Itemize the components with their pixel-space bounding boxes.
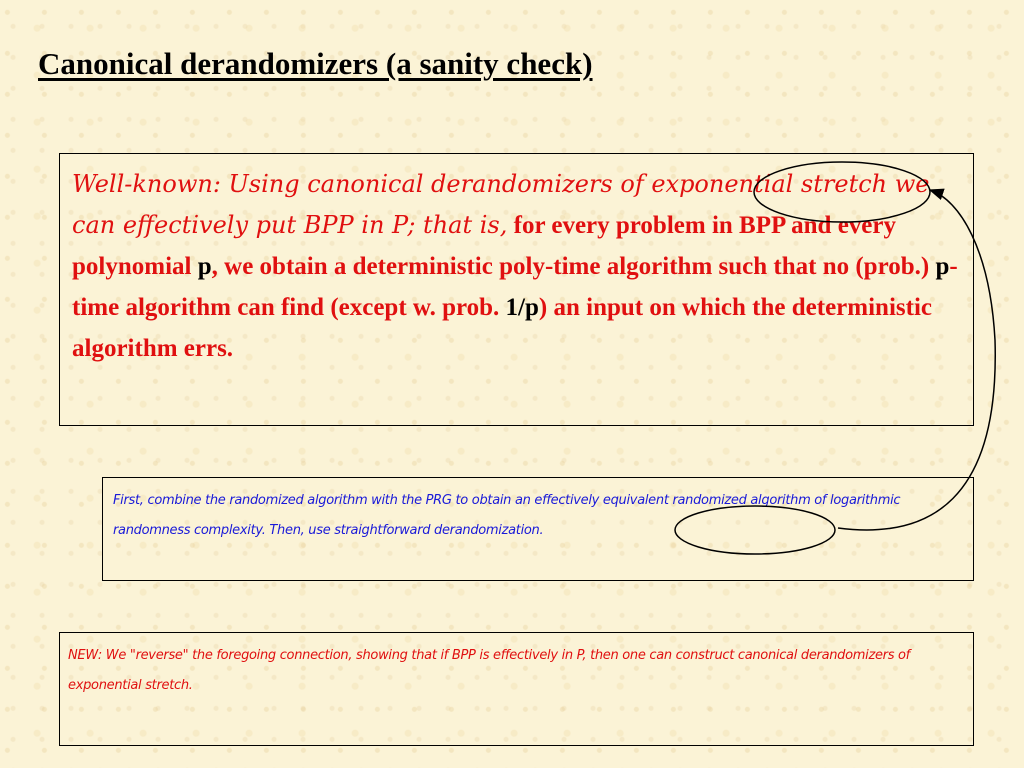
slide-title: Canonical derandomizers (a sanity check) <box>38 46 593 81</box>
prg-explanation-text: First, combine the randomized algorithm with the PRG to obtain an effectively equivalent randomized algorithm of logarithmic randomness complexity. Then, use straightforward derandomization. <box>113 493 901 538</box>
polynomial-p: p <box>197 253 212 280</box>
new-result-box <box>59 632 974 746</box>
prg-explanation-box <box>102 477 974 581</box>
well-known-text-2: , we obtain a deterministic poly-time algorithm such that no (prob.) <box>211 253 936 280</box>
well-known-text-1: for every problem in BPP and every polynomial <box>72 212 896 280</box>
probability-value: 1/p <box>505 294 539 321</box>
well-known-text-3: -time algorithm can find (except w. prob. <box>72 253 958 321</box>
p-time-p: p <box>935 253 950 280</box>
well-known-paragraph <box>72 164 961 369</box>
well-known-italic-text: Well-known: Using canonical derandomizers of exponential stretch we can effectively put BPP in P; that is, <box>72 170 930 239</box>
well-known-text-4: ) an input on which the deterministic algorithm errs. <box>72 294 932 362</box>
well-known-box <box>59 153 974 426</box>
new-result-text: NEW: We "reverse" the foregoing connection, showing that if BPP is effectively in P, then one can construct canonical derandomizers of exponential stretch. <box>68 648 910 693</box>
